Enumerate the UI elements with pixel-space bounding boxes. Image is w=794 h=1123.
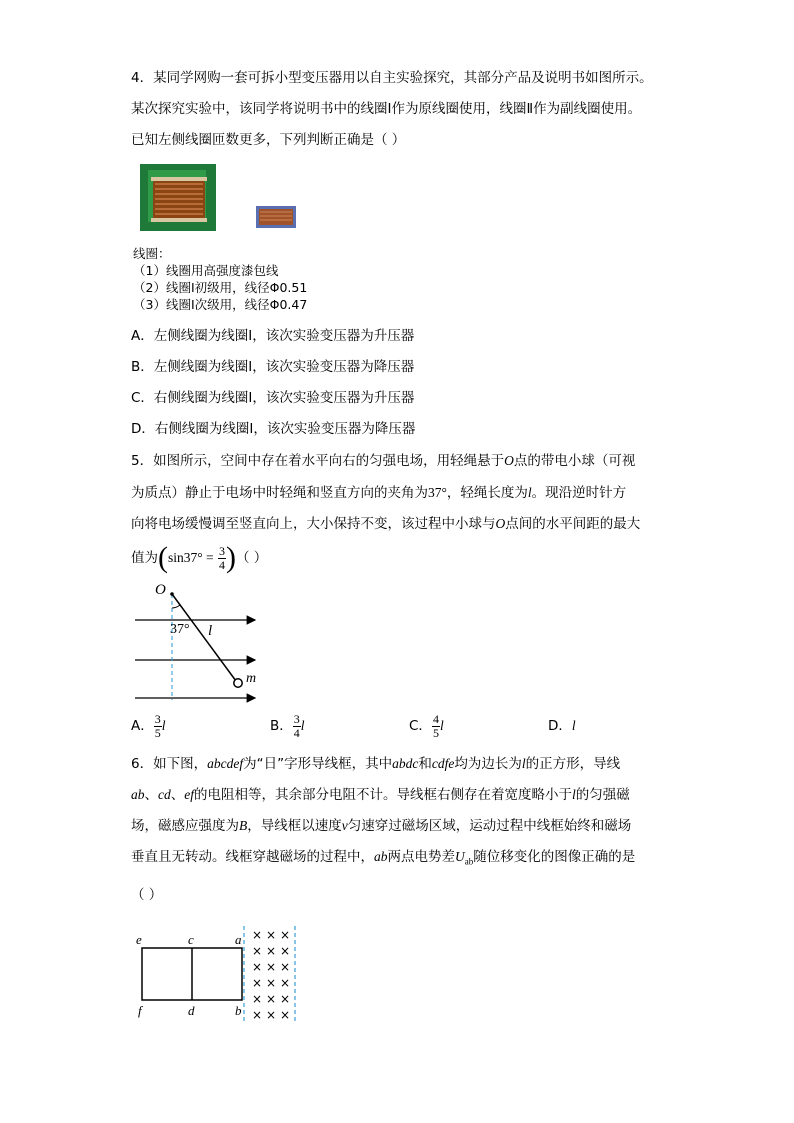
q6-label-f: f [138, 1003, 142, 1018]
transformer-product-image [138, 162, 308, 234]
field-cross: × [252, 976, 263, 990]
field-cross: × [266, 928, 277, 942]
q5-line1: 5．如图所示，空间中存在着水平向右的匀强电场，用轻绳悬于O点的带电小球（可视 [131, 453, 636, 469]
q6-line5: （ ） [131, 887, 163, 903]
q5-fig-m: m [246, 671, 257, 686]
q6-label-d: d [188, 1003, 195, 1018]
q4-option-d: D．右侧线圈为线圈Ⅰ，该次实验变压器为降压器 [131, 421, 416, 437]
q4-line2: 某次探究实验中，该同学将说明书中的线圈Ⅰ作为原线圈使用，线圈Ⅱ作为副线圈使用。 [131, 101, 642, 117]
q6-label-e: e [136, 932, 142, 947]
field-cross: × [266, 1008, 277, 1022]
field-cross: × [266, 944, 277, 958]
q5-fig-l: l [208, 623, 213, 639]
magnetic-field-crosses [252, 928, 290, 1022]
q4-option-b: B．左侧线圈为线圈Ⅰ，该次实验变压器为降压器 [131, 359, 415, 375]
q6-line1: 6．如下图，abcdef为“日”字形导线框，其中abdc和cdfe均为边长为l的正方形，导线 [131, 756, 621, 772]
q6-line4: 垂直且无转动。线框穿越磁场的过程中，ab两点电势差$U_{ab}$随位移变化的图像正确的是 [131, 849, 636, 867]
q4-spec-2: （2）线圈Ⅰ初级用，线径Φ0.51 [133, 280, 308, 295]
field-cross: × [252, 960, 263, 974]
q6-label-b: b [235, 1003, 242, 1018]
q5-fig-angle: 37° [170, 622, 190, 637]
field-cross: × [252, 992, 263, 1006]
field-cross: × [252, 928, 263, 942]
field-cross: × [280, 944, 291, 958]
q6-frame-diagram [130, 922, 310, 1027]
q6-label-c: c [188, 932, 194, 947]
field-cross: × [266, 976, 277, 990]
field-cross: × [266, 960, 277, 974]
field-cross: × [280, 928, 291, 942]
q4-spec-1: （1）线圈用高强度漆包线 [133, 263, 279, 278]
q5-line2: 为质点）静止于电场中时轻绳和竖直方向的夹角为37°，轻绳长度为l。现沿逆时针方 [131, 485, 627, 501]
q5-option-b: B． $\frac{3}{4}$ l [270, 711, 305, 740]
q5-line3: 向将电场缓慢调至竖直向上，大小保持不变，该过程中小球与O点间的水平间距的最大 [131, 516, 641, 532]
q5-option-a: A． $\frac{3}{5}$ l [131, 711, 166, 740]
q4-spec-3: （3）线圈Ⅰ次级用，线径Φ0.47 [133, 297, 308, 312]
q6-line2: ab、cd、ef的电阻相等，其余部分电阻不计。导线框右侧存在着宽度略小于l的匀强磁 [131, 787, 630, 803]
q4-line3: 已知左侧线圈匝数更多，下列判断正确是（ ） [131, 132, 406, 148]
field-cross: × [280, 976, 291, 990]
q6-line3: 场，磁感应强度为B，导线框以速度v匀速穿过磁场区域，运动过程中线框始终和磁场 [131, 818, 632, 834]
q4-line1: 4．某同学网购一套可拆小型变压器用以自主实验探究，其部分产品及说明书如图所示。 [131, 70, 653, 86]
field-cross: × [252, 944, 263, 958]
sin-fraction: $\frac{3}{4}$ [218, 543, 225, 572]
field-cross: × [280, 1008, 291, 1022]
q4-option-a: A．左侧线圈为线圈Ⅰ，该次实验变压器为升压器 [131, 328, 415, 344]
q5-field-diagram [128, 578, 268, 703]
q6-label-a: a [235, 932, 242, 947]
q5-option-d: D．l [548, 718, 576, 734]
field-cross: × [280, 960, 291, 974]
field-cross: × [252, 1008, 263, 1022]
q4-spec-0: 线圈： [133, 246, 171, 261]
q5-option-c: C． $\frac{4}{5}$ l [409, 711, 444, 740]
q4-option-c: C．右侧线圈为线圈Ⅰ，该次实验变压器为升压器 [131, 390, 415, 406]
q5-fig-O: O [155, 582, 166, 598]
field-cross: × [280, 992, 291, 1006]
q5-line4: 值为(sin37° = $\frac{3}{4}$ )（ ） [131, 541, 268, 574]
field-cross: × [266, 992, 277, 1006]
